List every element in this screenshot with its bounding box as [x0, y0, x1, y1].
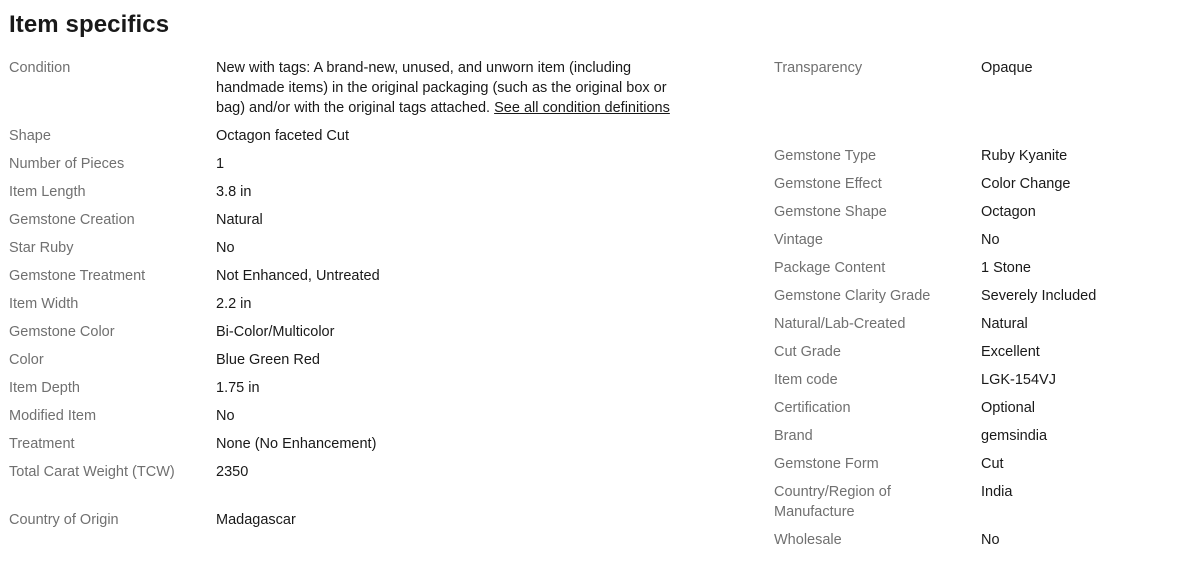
- spec-row: [9, 210, 709, 238]
- spec-value: 2350: [216, 464, 249, 480]
- spec-row: [774, 58, 1194, 146]
- spec-value: No: [981, 532, 1000, 548]
- spec-row: [9, 154, 709, 182]
- spec-row: [774, 314, 1194, 342]
- spec-value-condition: [216, 58, 676, 118]
- spec-row: [774, 286, 1194, 314]
- spec-label: Item Width: [9, 296, 79, 312]
- spec-value: No: [216, 240, 235, 256]
- spec-value: Optional: [981, 400, 1036, 416]
- spec-label: Gemstone Type: [774, 148, 877, 164]
- spec-row: [9, 126, 709, 154]
- spec-label: Star Ruby: [9, 240, 74, 256]
- spec-row: [774, 230, 1194, 258]
- spec-row: [774, 342, 1194, 370]
- spec-label: Condition: [9, 60, 71, 76]
- spec-label: Natural/Lab-Created: [774, 316, 906, 332]
- spec-value: India: [981, 484, 1013, 500]
- see-all-condition-definitions-link[interactable]: See all condition definitions: [494, 100, 670, 116]
- spec-label: Certification: [774, 400, 851, 416]
- spec-row: [774, 146, 1194, 174]
- spec-label: Wholesale: [774, 532, 842, 548]
- spec-row-condition: [9, 58, 679, 126]
- spec-row: [774, 482, 1194, 530]
- spec-row: [9, 378, 709, 406]
- spec-value: Octagon: [981, 204, 1036, 220]
- spec-label: Color: [9, 352, 44, 368]
- spec-value: Blue Green Red: [216, 352, 320, 368]
- spec-label: Gemstone Form: [774, 456, 879, 472]
- spec-label: Treatment: [9, 436, 75, 452]
- spec-value: No: [981, 232, 1000, 248]
- spec-label: Number of Pieces: [9, 156, 125, 172]
- spec-value: Cut: [981, 456, 1004, 472]
- spec-row: [9, 266, 709, 294]
- spec-label: Country of Origin: [9, 512, 119, 528]
- spec-label: Modified Item: [9, 408, 97, 424]
- spec-row: [774, 202, 1194, 230]
- spec-value: Color Change: [981, 176, 1071, 192]
- spec-value: LGK-154VJ: [981, 372, 1056, 388]
- spec-value: No: [216, 408, 235, 424]
- spec-row: [774, 426, 1194, 454]
- spec-value: 2.2 in: [216, 296, 252, 312]
- spec-row: [774, 174, 1194, 202]
- spec-label: Gemstone Shape: [774, 204, 887, 220]
- spec-row: [774, 370, 1194, 398]
- spec-value: Opaque: [981, 60, 1033, 76]
- spec-value: 1 Stone: [981, 260, 1031, 276]
- spec-row: [9, 350, 709, 378]
- spec-value: Severely Included: [981, 288, 1097, 304]
- specs-column-right: [774, 58, 1194, 558]
- spec-label: Package Content: [774, 260, 886, 276]
- spec-value: Madagascar: [216, 512, 296, 528]
- spec-label: Gemstone Clarity Grade: [774, 288, 931, 304]
- spec-row: [9, 510, 709, 538]
- spec-value: Ruby Kyanite: [981, 148, 1068, 164]
- spec-row: [774, 454, 1194, 482]
- spec-value: gemsindia: [981, 428, 1048, 444]
- spec-row: [9, 462, 709, 510]
- page-title: Item specifics: [9, 11, 170, 38]
- spec-row: [9, 406, 709, 434]
- spec-label: Total Carat Weight (TCW): [9, 464, 175, 480]
- spec-label: Gemstone Color: [9, 324, 115, 340]
- spec-label: Gemstone Effect: [774, 176, 882, 192]
- spec-row: [9, 238, 709, 266]
- spec-label: Brand: [774, 428, 813, 444]
- spec-value: Octagon faceted Cut: [216, 128, 349, 144]
- spec-value: Bi-Color/Multicolor: [216, 324, 335, 340]
- spec-value: Not Enhanced, Untreated: [216, 268, 380, 284]
- spec-label: Item Depth: [9, 380, 80, 396]
- spec-row: [9, 182, 709, 210]
- spec-row: [774, 530, 1194, 558]
- spec-row: [9, 434, 709, 462]
- spec-label-text: Country/Region of Manufacture: [774, 484, 891, 520]
- condition-text: New with tags: A brand-new, unused, and unworn item (including handmade items) in the original packaging (such as the original box or bag) and/or with the original tags attached.: [216, 60, 667, 116]
- spec-value: Excellent: [981, 344, 1040, 360]
- spec-label: Gemstone Creation: [9, 212, 135, 228]
- spec-label: Shape: [9, 128, 51, 144]
- spec-value: 1.75 in: [216, 380, 260, 396]
- spec-value: 1: [216, 156, 225, 172]
- spec-label: Vintage: [774, 232, 823, 248]
- spec-row: [774, 398, 1194, 426]
- spec-value: None (No Enhancement): [216, 436, 377, 452]
- spec-value: Natural: [981, 316, 1028, 332]
- spec-row: [9, 322, 709, 350]
- spec-row: [774, 258, 1194, 286]
- spec-label: Gemstone Treatment: [9, 268, 146, 284]
- spec-label: Item Length: [9, 184, 86, 200]
- spec-row: [9, 294, 709, 322]
- spec-label: [774, 482, 981, 522]
- spec-value: Natural: [216, 212, 263, 228]
- spec-label: Cut Grade: [774, 344, 841, 360]
- specs-column-left: [9, 58, 709, 538]
- spec-label: Item code: [774, 372, 838, 388]
- spec-label: Transparency: [774, 60, 863, 76]
- spec-value: 3.8 in: [216, 184, 252, 200]
